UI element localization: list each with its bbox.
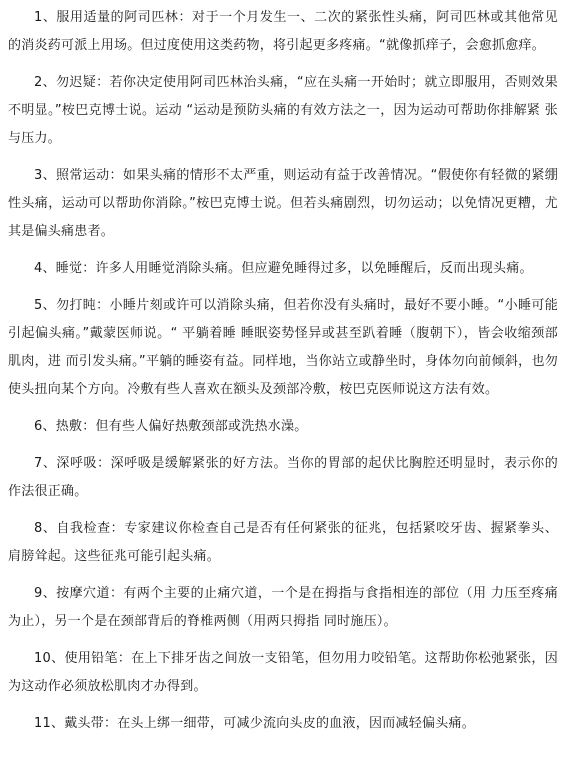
tip-paragraph-3: 3、照常运动：如果头痛的情形不太严重，则运动有益于改善情况。“假使你有轻微的紧绷性头痛，运动可以帮助你消除。”桉巴克博士说。但若头痛剧烈，切勿运动；以免情况更糟，尤其是偏头痛患者。 bbox=[8, 168, 558, 239]
tip-paragraph-7: 7、深呼吸：深呼吸是缓解紧张的好方法。当你的胃部的起伏比胸腔还明显时，表示你的作法很正确。 bbox=[8, 456, 558, 499]
tip-paragraph-9: 9、按摩穴道：有两个主要的止痛穴道，一个是在拇指与食指相连的部位（用 力压至疼痛为止），另一个是在颈部背后的脊椎两侧（用两只拇指 同时施压）。 bbox=[8, 586, 558, 629]
tip-paragraph-5: 5、勿打盹：小睡片刻或许可以消除头痛，但若你没有头痛时，最好不要小睡。“小睡可能引起偏头痛。”戴蒙医师说。“ 平躺着睡 睡眠姿势怪异或甚至趴着睡（腹朝下），皆会收缩颈部肌肉，进 而引发头痛。”平躺的睡姿有益。同样地，当你站立或静坐时，身体勿向前倾斜，也勿使头扭向某个方向。冷敷有些人喜欢在额头及颈部冷敷，桉巴克医师说这方法有效。 bbox=[8, 298, 558, 397]
tip-paragraph-4: 4、睡觉：许多人用睡觉消除头痛。但应避免睡得过多，以免睡醒后，反而出现头痛。 bbox=[34, 261, 533, 276]
tip-paragraph-10: 10、使用铅笔：在上下排牙齿之间放一支铅笔，但勿用力咬铅笔。这帮助你松弛紧张，因为这动作必须放松肌肉才办得到。 bbox=[8, 651, 558, 694]
tip-paragraph-8: 8、自我检查：专家建议你检查自己是否有任何紧张的征兆，包括紧咬牙齿、握紧拳头、肩膀耸起。这些征兆可能引起头痛。 bbox=[8, 521, 558, 564]
tip-paragraph-11: 11、戴头带：在头上绑一细带，可减少流向头皮的血液，因而减轻偏头痛。 bbox=[34, 716, 476, 731]
tip-paragraph-6: 6、热敷：但有些人偏好热敷颈部或洗热水澡。 bbox=[34, 419, 308, 434]
tip-paragraph-1: 1、服用适量的阿司匹林：对于一个月发生一、二次的紧张性头痛，阿司匹林或其他常见的消炎药可派上用场。但过度使用这类药物，将引起更多疼痛。“就像抓痒子，会愈抓愈痒。 bbox=[8, 10, 558, 53]
tip-paragraph-2: 2、勿迟疑：若你决定使用阿司匹林治头痛，“应在头痛一开始时；就立即服用，否则效果不明显。”桉巴克博士说。运动 “运动是预防头痛的有效方法之一，因为运动可帮助你排解紧 张与压力。 bbox=[8, 75, 558, 146]
